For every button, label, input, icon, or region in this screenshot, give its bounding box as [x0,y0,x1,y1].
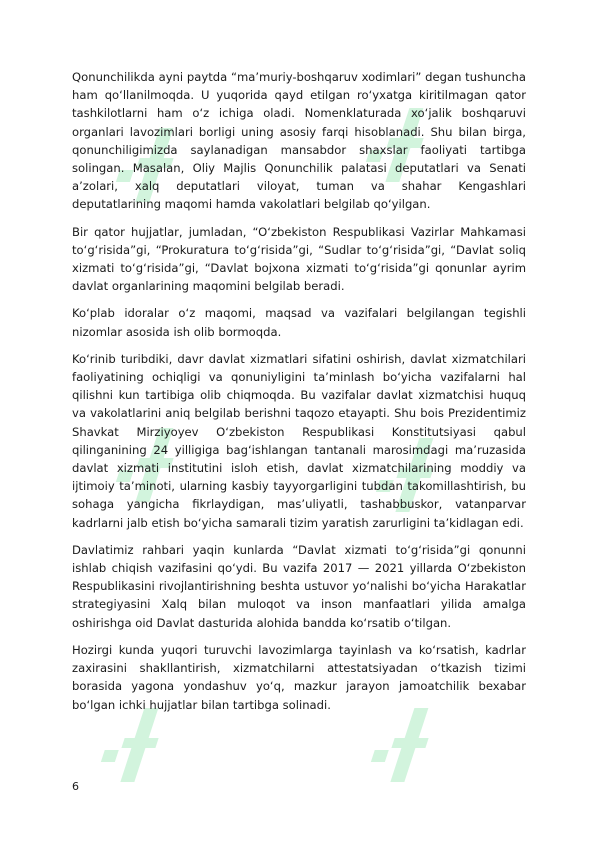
paragraph: Hozirgi kunda yuqori turuvchi lavozimlarga tayinlash va ko‘rsatish, kadrlar zaxirasini shakllantirish, xizmatchilarni attestatsiyadan o‘tkazish tizimi borasida yagona yondashuv yo‘q, mazkur jarayon jamoatchilik bexabar bo‘lgan ichki hujjatlar bilan tartibga solinadi. [72,642,526,712]
paragraph: Bir qator hujjatlar, jumladan, “O‘zbekiston Respublikasi Vazirlar Mahkamasi to‘g‘risida”gi, “Prokuratura to‘g‘risida”gi, “Sudlar to‘g‘risida”gi, “Davlat soliq xizmati to‘g‘risida”gi, “Davlat bojxona xizmati to‘g‘risida”gi qonunlar ayrim davlat organlarining maqomini belgilab beradi. [72,224,526,294]
document-body [72,68,526,723]
page-number: 6 [72,780,79,793]
paragraph: Qonunchilikda ayni paytda “ma’muriy-boshqaruv xodimlari” degan tushuncha ham qo‘llanilmoqda. U yuqorida qayd etilgan ro‘yxatga kiritilmagan qator tashkilotlarni ham o‘z ichiga oladi. Nomenklaturada xo‘jalik boshqaruvi organlari lavozimlari borligi uning asosiy farqi hisoblanadi. Shu bilan birga, qonunchiligimizda saylanadigan mansabdor shaxslar faoliyati tartibga solingan. Masalan, Oliy Majlis Qonunchilik palatasi deputatlari va Senati a’zolari, xalq deputatlari viloyat, tuman va shahar Kengashlari deputatlarining maqomi hamda vakolatlari belgilab qo‘yilgan. [72,70,526,212]
paragraph: Davlatimiz rahbari yaqin kunlarda “Davlat xizmati to‘g‘risida”gi qonunni ishlab chiqish vazifasini qo‘ydi. Bu vazifa 2017 — 2021 yillarda O‘zbekiston Respublikasini rivojlantirishning beshta ustuvor yo‘nalishi bo‘yicha Harakatlar strategiyasini Xalq bilan muloqot va inson manfaatlari yilida amalga oshirishga oid Davlat dasturida alohida bandda ko‘rsatib o‘tilgan. [72,542,526,630]
paragraph: Ko‘rinib turibdiki, davr davlat xizmatlari sifatini oshirish, davlat xizmatchilari faoliyatining ochiqligi va qonuniyligini ta’minlash bo‘yicha vazifalarni hal qilishni kun tartibiga olib chiqmoqda. Bu vazifalar davlat xizmatchisi huquq va vakolatlarini aniq belgilab berishni taqozo etayapti. Shu bois Prezidentimiz Shavkat Mirziyoyev O‘zbekiston Respublikasi Konstitutsiyasi qabul qilinganining 24 yilligiga bag‘ishlangan tantanali marosimdagi ma’ruzasida davlat xizmati institutini isloh etish, davlat xizmatchilarining moddiy va ijtimoiy ta’minoti, ularning kasbiy tayyorgarligini tubdan takomillashtirish, bu sohaga yangicha fikrlaydigan, mas’uliyatli, tashabbuskor, vatanparvar kadrlarni jalb etish bo‘yicha samarali tizim yaratish zarurligini ta’kidlagan edi. [72,351,526,530]
paragraph: Ko‘plab idoralar o‘z maqomi, maqsad va vazifalari belgilangan tegishli nizomlar asosida ish olib bormoqda. [72,306,526,339]
